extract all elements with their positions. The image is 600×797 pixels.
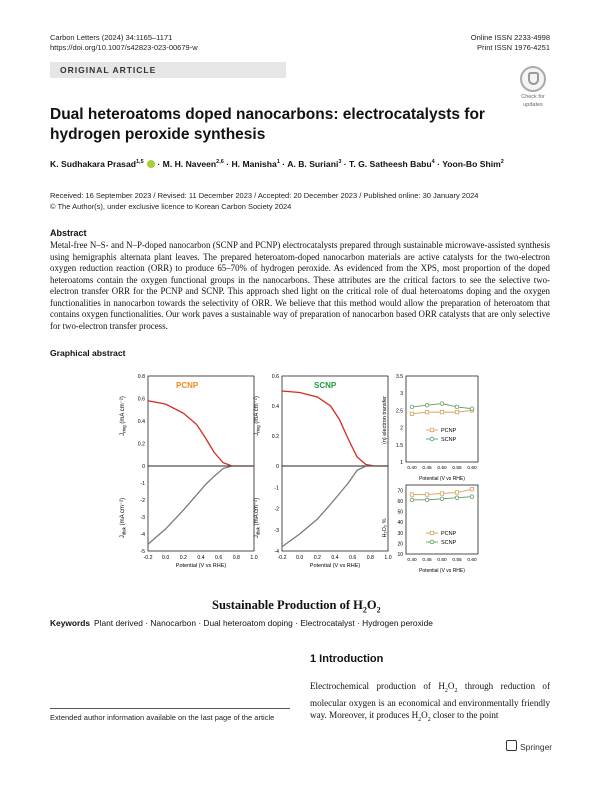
author-affiliation: 4 <box>431 159 435 165</box>
data-point <box>440 492 443 495</box>
data-point <box>455 496 459 500</box>
h2o2-panel <box>382 485 478 574</box>
n-plot <box>396 374 477 471</box>
author-list: K. Sudhakara Prasad$^{1,5}$ · M. H. Naveen$^{2,6}$ · H. Manisha$^1$ · A. B. Suriani$^3$ · T. G. Satheesh Babu$^4$ · Yoon-Bo Shim$^2$ <box>50 158 504 169</box>
scnp-panel-label: SCNP <box>314 381 337 390</box>
x-tick-label: 0.2 <box>179 555 187 561</box>
disk-tick-label: -2 <box>274 506 279 513</box>
issn-header <box>471 33 550 53</box>
article-title: Dual heteroatoms doped nanocarbons: electrocatalysts for hydrogen peroxide synthesis <box>50 106 485 143</box>
x-tick-label: 0.8 <box>232 555 240 561</box>
disk-tick-label: -4 <box>140 532 145 538</box>
intro-heading: 1 Introduction <box>310 653 384 665</box>
check-for-updates-badge[interactable] <box>518 66 548 108</box>
x-tick-label: 0.0 <box>296 555 304 561</box>
ylabel-ring: $J_{ring}$ (mA cm⁻²) <box>254 396 261 436</box>
graphical-abstract-caption: Sustainable Production of $H_2O_2$ <box>212 598 381 615</box>
ring-tick-label: 0.6 <box>271 374 279 380</box>
ring-tick-label: 0.2 <box>137 441 145 448</box>
ylabel-ring: $J_{ring}$ (mA cm⁻²) <box>120 396 127 436</box>
x-tick-label: 1.0 <box>250 555 258 561</box>
pcnp-disk-curve <box>148 466 254 544</box>
disk-tick-label: -1 <box>274 485 279 492</box>
x-tick-label: 0.4 <box>197 555 205 561</box>
author-name[interactable]: A. B. Suriani <box>287 158 339 169</box>
h2o2-xlabel: Potential (V vs RHE) <box>419 568 465 574</box>
scnp-panel <box>254 374 392 569</box>
y-tick-label: 60 <box>397 498 403 505</box>
legend-marker <box>430 540 434 544</box>
disk-tick-label: -1 <box>140 481 145 487</box>
journal-header <box>50 33 198 53</box>
x-tick-label: 0.0 <box>162 555 170 561</box>
disk-tick-label: -4 <box>274 549 279 555</box>
pcnp-ring-curve <box>148 401 254 466</box>
data-point <box>425 493 428 496</box>
pcnp-ring-line <box>148 401 254 466</box>
springer-horse-icon <box>506 740 517 751</box>
scnp-ring-line <box>282 391 388 466</box>
copyright: © The Author(s), under exclusive licence to Korean Carbon Society 2024 <box>50 202 292 211</box>
scnp-xlabel: Potential (V vs RHE) <box>309 563 361 569</box>
electron-transfer-panel <box>382 374 478 482</box>
keywords-label: Keywords <box>50 618 91 628</box>
x-tick-label: 0.60 <box>467 466 477 471</box>
article-type: ORIGINAL ARTICLE <box>60 65 157 75</box>
footnote: Extended author information available on the last page of the article <box>50 713 275 722</box>
author-affiliation: 1 <box>276 159 280 165</box>
pcnp-panel <box>120 374 258 569</box>
ylabel-disk: $J_{disk}$ (mA cm⁻²) <box>120 497 127 539</box>
y-tick-label: 70 <box>397 488 403 495</box>
legend-label: PCNP <box>441 428 457 434</box>
ring-tick-label: 0.8 <box>137 374 145 380</box>
scnp-disk-curve <box>282 466 388 547</box>
y-tick-label: 30 <box>397 530 403 537</box>
x-tick-label: -0.2 <box>277 555 287 561</box>
scnp-disk-line <box>282 466 388 547</box>
y-tick-label: 2.5 <box>396 408 403 415</box>
data-point <box>470 407 474 411</box>
keywords <box>50 618 550 629</box>
x-tick-label: 0.40 <box>407 466 417 471</box>
data-point <box>440 497 444 501</box>
author-affiliation: 2,6 <box>216 159 224 165</box>
y-tick-label: 20 <box>397 541 403 548</box>
ring-tick-label: 0.4 <box>271 404 279 410</box>
doi-link[interactable]: https://doi.org/10.1007/s42823-023-00679-w <box>50 43 198 52</box>
y-tick-label: 3 <box>400 391 403 398</box>
publisher-logo: Springer <box>506 740 552 752</box>
article-type-banner <box>50 62 286 78</box>
x-tick-label: 0.50 <box>437 466 447 471</box>
disk-tick-label: -5 <box>140 549 145 555</box>
ring-tick-label: 0.4 <box>137 419 145 425</box>
x-tick-label: 0.6 <box>215 555 223 561</box>
disk-tick-label: -3 <box>274 527 279 534</box>
x-tick-label: 1.0 <box>384 555 392 561</box>
abstract-heading: Abstract <box>50 228 87 238</box>
legend-marker <box>430 428 433 431</box>
ylabel-h2o2: H₂O₂ % <box>382 518 388 538</box>
check-updates-line1: Check for <box>521 94 545 100</box>
ring-tick-label: 0.6 <box>137 396 145 403</box>
data-point <box>455 491 458 494</box>
pcnp-disk-line <box>148 466 254 544</box>
data-point <box>440 410 443 413</box>
legend-marker <box>430 531 433 534</box>
history-dates: Received: 16 September 2023 / Revised: 11 December 2023 / Accepted: 20 December 2023 / Published online: 30 January 2024 <box>50 191 479 200</box>
scnp-ring-curve <box>282 391 388 466</box>
pcnp-xlabel: Potential (V vs RHE) <box>175 563 227 569</box>
x-tick-label: 0.50 <box>437 558 447 563</box>
x-tick-label: 0.40 <box>407 558 417 563</box>
ring-tick-label: 0 <box>276 464 279 470</box>
data-point <box>455 405 459 409</box>
y-tick-label: 1 <box>400 460 403 466</box>
x-tick-label: 0.55 <box>452 558 462 563</box>
y-tick-label: 2 <box>400 425 403 432</box>
author-affiliation: 1,5 <box>135 159 144 165</box>
data-point <box>455 410 458 413</box>
ring-tick-label: 0.2 <box>271 434 279 440</box>
disk-tick-label: -3 <box>140 515 145 521</box>
print-issn: Print ISSN 1976-4251 <box>477 43 550 52</box>
author-name[interactable]: Yoon-Bo Shim <box>442 158 501 169</box>
intro-text: Electrochemical production of $H_2O_2$ through reduction of molecular oxygen is an economical and environmentally friendly way. Moreover, it produces $H_2O_2$ closer to the point <box>310 681 550 724</box>
publication-dates <box>50 190 550 212</box>
ylabel-n: (n) electron transfer <box>382 396 388 444</box>
x-tick-label: 0.6 <box>349 555 357 561</box>
x-tick-label: 0.55 <box>452 466 462 471</box>
data-point <box>425 403 429 407</box>
y-tick-label: 3.5 <box>396 374 403 380</box>
x-tick-label: 0.45 <box>422 558 432 563</box>
ring-tick-label: 0 <box>142 464 145 470</box>
pcnp-panel-label: PCNP <box>176 381 199 390</box>
x-tick-label: 0.45 <box>422 466 432 471</box>
footnote-divider <box>50 708 290 709</box>
author-affiliation: 3 <box>338 159 342 165</box>
legend-label: PCNP <box>441 531 457 537</box>
x-tick-label: 0.8 <box>366 555 374 561</box>
author-name[interactable]: T. G. Satheesh Babu <box>349 158 432 169</box>
y-tick-label: 1.5 <box>396 442 403 449</box>
abstract-text: Metal-free N–S- and N–P-doped nanocarbon (SCNP and PCNP) electrocatalysts prepared through sustainable microwave-assisted synthesis using hemigraphis alternata plant leaves. The prepared heteroatom-doped nanocarbon materials are active catalysts for the two-electron oxygen reduction reaction (ORR) to produce 65–70% of hydrogen peroxide. As evidenced from the XPS, most proportion of the doped heteroatoms contain the oxygen functional groups in the nanocarbons. These attributes are the critical factors to see the selective two-electron transfer ORR for the PCNP and SCNP. This approach shed light on the critical role of dual heteroatoms doping and the oxygen functionalities in nanocarbon towards the selectivity of ORR. We believe that this method would allow the preparation of heteroatom that contains oxygen functionalities. Our work paves a sustainable way of preparation of nanocarbon based ORR catalysts that are only selective for two-electron transfer process. <box>50 240 550 331</box>
online-issn: Online ISSN 2233-4998 <box>470 33 550 42</box>
y-tick-label: 50 <box>397 509 403 516</box>
data-point <box>425 498 429 502</box>
y-tick-label: 10 <box>397 552 403 558</box>
h2o2-plot <box>397 488 477 563</box>
disk-tick-label: -2 <box>140 498 145 504</box>
x-tick-label: 0.4 <box>331 555 339 561</box>
x-tick-label: 0.2 <box>313 555 321 561</box>
data-point <box>410 493 413 496</box>
y-tick-label: 40 <box>397 520 403 527</box>
check-updates-icon <box>520 66 546 92</box>
scnp-axis-ticks <box>272 374 392 561</box>
author-name[interactable]: M. H. Naveen <box>162 158 217 169</box>
graphical-abstract-figure <box>118 368 498 598</box>
data-point <box>440 402 444 406</box>
data-point <box>410 405 414 409</box>
author-name[interactable]: H. Manisha <box>231 158 277 169</box>
data-point <box>425 410 428 413</box>
keywords-text: Plant derived · Nanocarbon · Dual heteroatom doping · Electrocatalyst · Hydrogen peroxide <box>94 618 433 628</box>
journal-citation: Carbon Letters (2024) 34:1165–1171 <box>50 33 173 42</box>
data-point <box>410 412 413 415</box>
legend-label: SCNP <box>441 437 457 443</box>
author-affiliation: 2 <box>500 159 504 165</box>
x-tick-label: 0.60 <box>467 558 477 563</box>
legend-marker <box>430 437 434 441</box>
graphical-abstract-heading: Graphical abstract <box>50 348 126 358</box>
orcid-icon[interactable] <box>147 160 155 168</box>
data-point <box>470 495 474 499</box>
n-xlabel: Potential (V vs RHE) <box>419 476 465 482</box>
check-updates-line2: updates <box>523 102 543 108</box>
data-point <box>470 488 473 491</box>
ylabel-disk: $J_{disk}$ (mA cm⁻²) <box>254 497 261 539</box>
author-name[interactable]: K. Sudhakara Prasad <box>50 158 136 169</box>
legend-label: SCNP <box>441 540 457 546</box>
data-point <box>410 498 414 502</box>
x-tick-label: -0.2 <box>143 555 153 561</box>
